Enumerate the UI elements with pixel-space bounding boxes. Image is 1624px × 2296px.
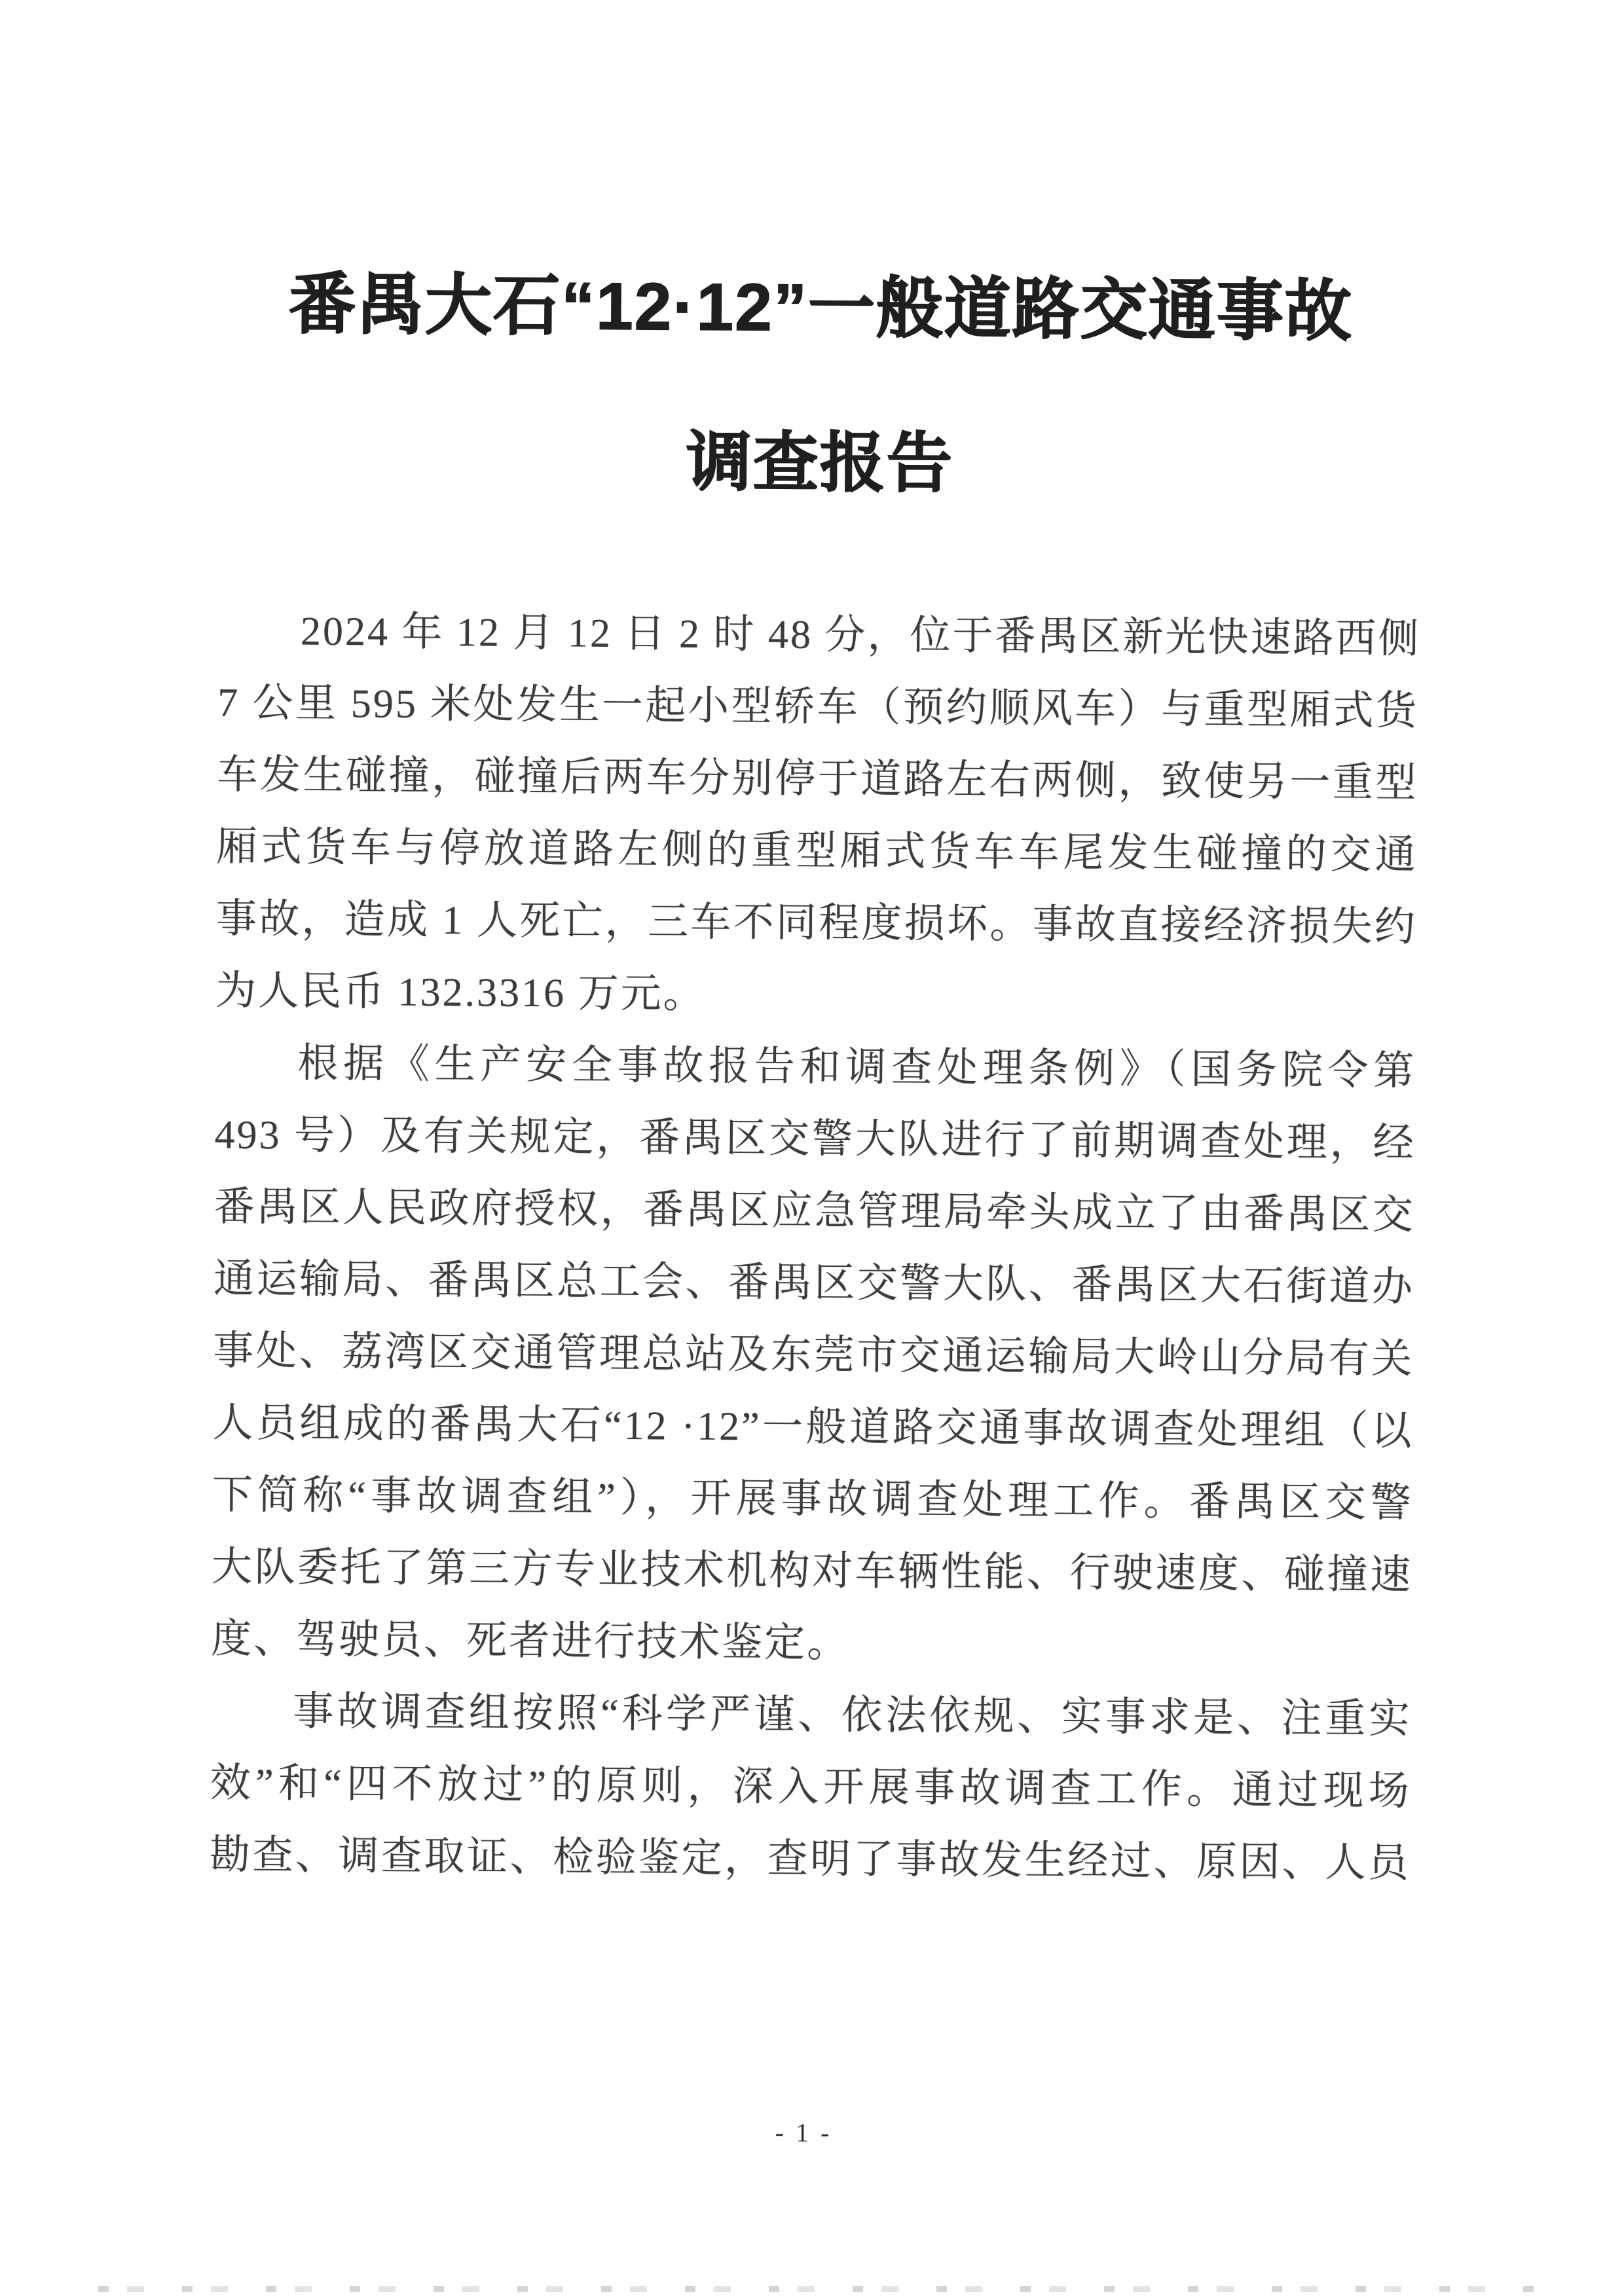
body-text-line: 事故，造成 1 人死亡，三车不同程度损坏。事故直接经济损失约 — [215, 896, 1418, 950]
scan-artifact-bottom-edge — [98, 2286, 1539, 2292]
body-text-line: 通运输局、番禺区总工会、番禺区交警大队、番禺区大石街道办 — [213, 1256, 1415, 1310]
document-title-line-2: 调查报告 — [686, 425, 954, 501]
body-text-line: 7 公里 595 米处发生一起小型轿车（预约顺风车）与重型厢式货 — [217, 680, 1419, 734]
body-text-line: 勘查、调查取证、检验鉴定，查明了事故发生经过、原因、人员 — [209, 1832, 1411, 1886]
body-text-line: 人员组成的番禺大石“12 ·12”一般道路交通事故调查处理组（以 — [212, 1400, 1414, 1454]
body-text-line: 厢式货车与停放道路左侧的重型厢式货车车尾发生碰撞的交通 — [216, 824, 1418, 878]
body-text-line: 为人民币 132.3316 万元。 — [215, 968, 706, 1017]
body-text-line: 下简称“事故调查组”），开展事故调查处理工作。番禺区交警 — [212, 1472, 1414, 1526]
body-text-line: 番禺区人民政府授权，番禺区应急管理局牵头成立了由番禺区交 — [213, 1184, 1416, 1238]
document-title-line-1: 番禺大石“12·12”一般道路交通事故 — [288, 266, 1354, 349]
body-text-line: 度、驾驶员、死者进行技术鉴定。 — [211, 1616, 850, 1666]
body-text-line: 效”和“四不放过”的原则，深入开展事故调查工作。通过现场 — [210, 1760, 1411, 1814]
footer-page-number: - 1 - — [775, 2117, 832, 2148]
body-text-line: 2024 年 12 月 12 日 2 时 48 分，位于番禺区新光快速路西侧 — [300, 609, 1421, 662]
document-body — [210, 595, 1420, 1900]
body-text-line: 根据《生产安全事故报告和调查处理条例》（国务院令第 — [297, 1041, 1416, 1094]
body-text-line: 大队委托了第三方专业技术机构对车辆性能、行驶速度、碰撞速 — [211, 1544, 1413, 1598]
body-text-line: 事故调查组按照“科学严谨、依法依规、实事求是、注重实 — [293, 1689, 1412, 1742]
body-text-line: 493 号）及有关规定，番禺区交警大队进行了前期调查处理，经 — [214, 1112, 1416, 1166]
body-text-line: 车发生碰撞，碰撞后两车分别停于道路左右两侧，致使另一重型 — [217, 752, 1418, 806]
body-text-line: 事处、荔湾区交通管理总站及东莞市交通运输局大岭山分局有关 — [213, 1328, 1414, 1382]
